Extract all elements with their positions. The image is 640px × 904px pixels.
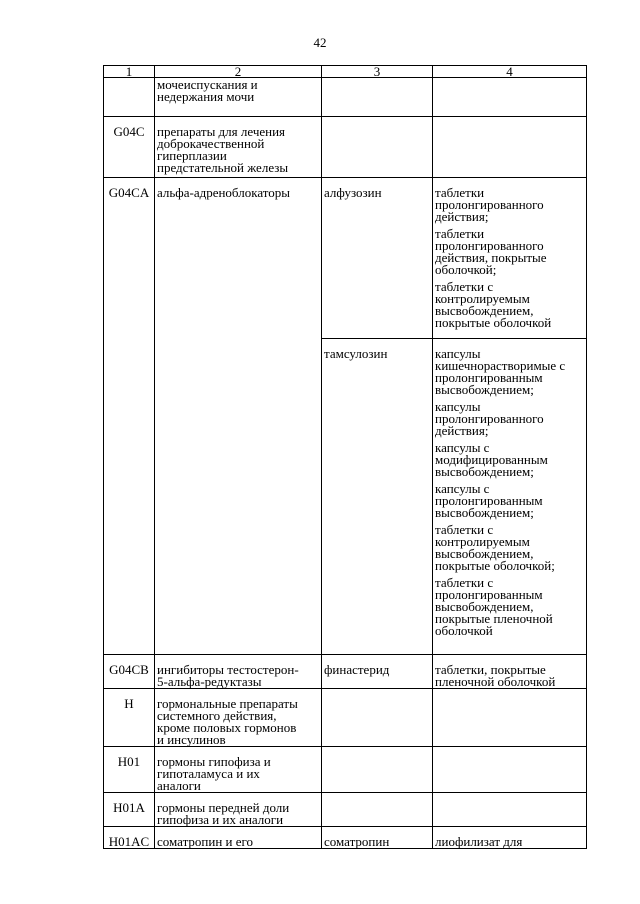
atc-code-cell: G04CA (104, 178, 155, 655)
dosage-form-cell (433, 117, 587, 178)
description-cell (155, 689, 322, 747)
description-line: гормоны гипофиза и (157, 754, 271, 769)
atc-code-cell: H01A (104, 793, 155, 827)
description-line: системного действия, (157, 708, 277, 723)
dosage-form-line: высвобождением; (435, 505, 534, 520)
dosage-form-line: действия; (435, 209, 489, 224)
atc-code-cell: H01AC (104, 827, 155, 849)
dosage-form (435, 401, 585, 437)
dosage-form-line: пленочной оболочкой (435, 674, 556, 689)
dosage-form-line: покрытые оболочкой; (435, 558, 555, 573)
atc-code-cell: G04C (104, 117, 155, 178)
description-line: соматропин и его (157, 834, 254, 849)
dosage-form-line: высвобождением; (435, 382, 534, 397)
dosage-form-line: таблетки (435, 185, 485, 200)
description-cell (155, 117, 322, 178)
atc-code-cell (104, 78, 155, 117)
substance-cell: тамсулозин (322, 339, 433, 655)
substance-cell (322, 117, 433, 178)
description-line: гипоталамуса и их (157, 766, 260, 781)
description-line: 5-альфа-редуктазы (157, 674, 262, 689)
dosage-form-line: лиофилизат для (435, 834, 523, 849)
atc-code-cell: H01 (104, 747, 155, 793)
column-header: 1 (104, 66, 155, 78)
dosage-form-cell (433, 339, 587, 655)
table-row (104, 793, 587, 827)
dosage-form-line: пролонгированным (435, 493, 543, 508)
dosage-form-line: покрытые оболочкой (435, 315, 552, 330)
dosage-form-line: контролируемым (435, 534, 530, 549)
dosage-form-line: высвобождением, (435, 599, 534, 614)
dosage-form-line: высвобождением; (435, 464, 534, 479)
dosage-form (435, 483, 585, 519)
table-row (104, 78, 587, 117)
description-line: гормоны передней доли (157, 800, 290, 815)
description-cell (155, 827, 322, 849)
table-row (104, 827, 587, 849)
substance-cell: соматропин (322, 827, 433, 849)
description-line: аналоги (157, 778, 201, 793)
substance-cell (322, 78, 433, 117)
description-line: доброкачественной (157, 136, 265, 151)
description-cell (155, 747, 322, 793)
table-row (104, 747, 587, 793)
dosage-form-line: пролонгированным (435, 370, 543, 385)
description-line: гормональные препараты (157, 696, 298, 711)
dosage-form (435, 187, 585, 223)
dosage-form-line: действия, покрытые (435, 250, 547, 265)
table-row (104, 655, 587, 689)
column-header: 4 (433, 66, 587, 78)
dosage-form-line: капсулы (435, 399, 481, 414)
description-cell (155, 78, 322, 117)
dosage-form-cell (433, 689, 587, 747)
dosage-form-line: модифицированным (435, 452, 548, 467)
description-line: и инсулинов (157, 732, 226, 747)
dosage-form-line: оболочкой (435, 623, 493, 638)
dosage-form (435, 577, 585, 637)
dosage-form (435, 281, 585, 329)
dosage-form (435, 228, 585, 276)
page-number: 42 (313, 35, 327, 50)
dosage-form-cell (433, 827, 587, 849)
drug-table (103, 65, 587, 849)
dosage-form-line: кишечнорастворимые с (435, 358, 566, 373)
description-line: кроме половых гормонов (157, 720, 297, 735)
dosage-form-line: пролонгированным (435, 587, 543, 602)
table-row (104, 178, 587, 339)
column-header: 2 (155, 66, 322, 78)
description-line: ингибиторы тестостерон- (157, 662, 299, 677)
dosage-form-cell (433, 178, 587, 339)
dosage-form-line: действия; (435, 423, 489, 438)
description-line: предстательной железы (157, 160, 289, 175)
dosage-form (435, 348, 585, 396)
dosage-form-cell (433, 78, 587, 117)
substance-cell: алфузозин (322, 178, 433, 339)
dosage-form-line: высвобождением, (435, 303, 534, 318)
dosage-form-line: пролонгированного (435, 197, 544, 212)
dosage-form-line: капсулы с (435, 481, 490, 496)
dosage-form-line: пролонгированного (435, 411, 544, 426)
dosage-form-line: капсулы (435, 346, 481, 361)
substance-cell: финастерид (322, 655, 433, 689)
substance-cell (322, 747, 433, 793)
table-header-row (104, 66, 587, 78)
substance-cell (322, 793, 433, 827)
dosage-form-cell (433, 793, 587, 827)
dosage-form-cell (433, 747, 587, 793)
dosage-form-line: капсулы с (435, 440, 490, 455)
atc-code-cell: H (104, 689, 155, 747)
description-cell (155, 793, 322, 827)
atc-code-cell: G04CB (104, 655, 155, 689)
dosage-form-line: пролонгированного (435, 238, 544, 253)
dosage-form-line: контролируемым (435, 291, 530, 306)
dosage-form-line: высвобождением, (435, 546, 534, 561)
description-line: альфа-адреноблокаторы (157, 185, 291, 200)
description-cell (155, 655, 322, 689)
dosage-form-line: таблетки с (435, 522, 494, 537)
dosage-form-line: покрытые пленочной (435, 611, 553, 626)
column-header: 3 (322, 66, 433, 78)
dosage-form-line: таблетки с (435, 575, 494, 590)
table-row (104, 117, 587, 178)
description-line: препараты для лечения (157, 124, 286, 139)
description-line: гипофиза и их аналоги (157, 812, 284, 827)
substance-cell (322, 689, 433, 747)
description-cell (155, 178, 322, 655)
description-line: недержания мочи (157, 89, 255, 104)
dosage-form-line: оболочкой; (435, 262, 497, 277)
description-line: мочеиспускания и (157, 77, 258, 92)
table-row (104, 689, 587, 747)
description-line: гиперплазии (157, 148, 227, 163)
dosage-form-line: таблетки, покрытые (435, 662, 546, 677)
dosage-form-line: таблетки с (435, 279, 494, 294)
dosage-form-cell (433, 655, 587, 689)
dosage-form (435, 442, 585, 478)
dosage-form (435, 524, 585, 572)
dosage-form-line: таблетки (435, 226, 485, 241)
